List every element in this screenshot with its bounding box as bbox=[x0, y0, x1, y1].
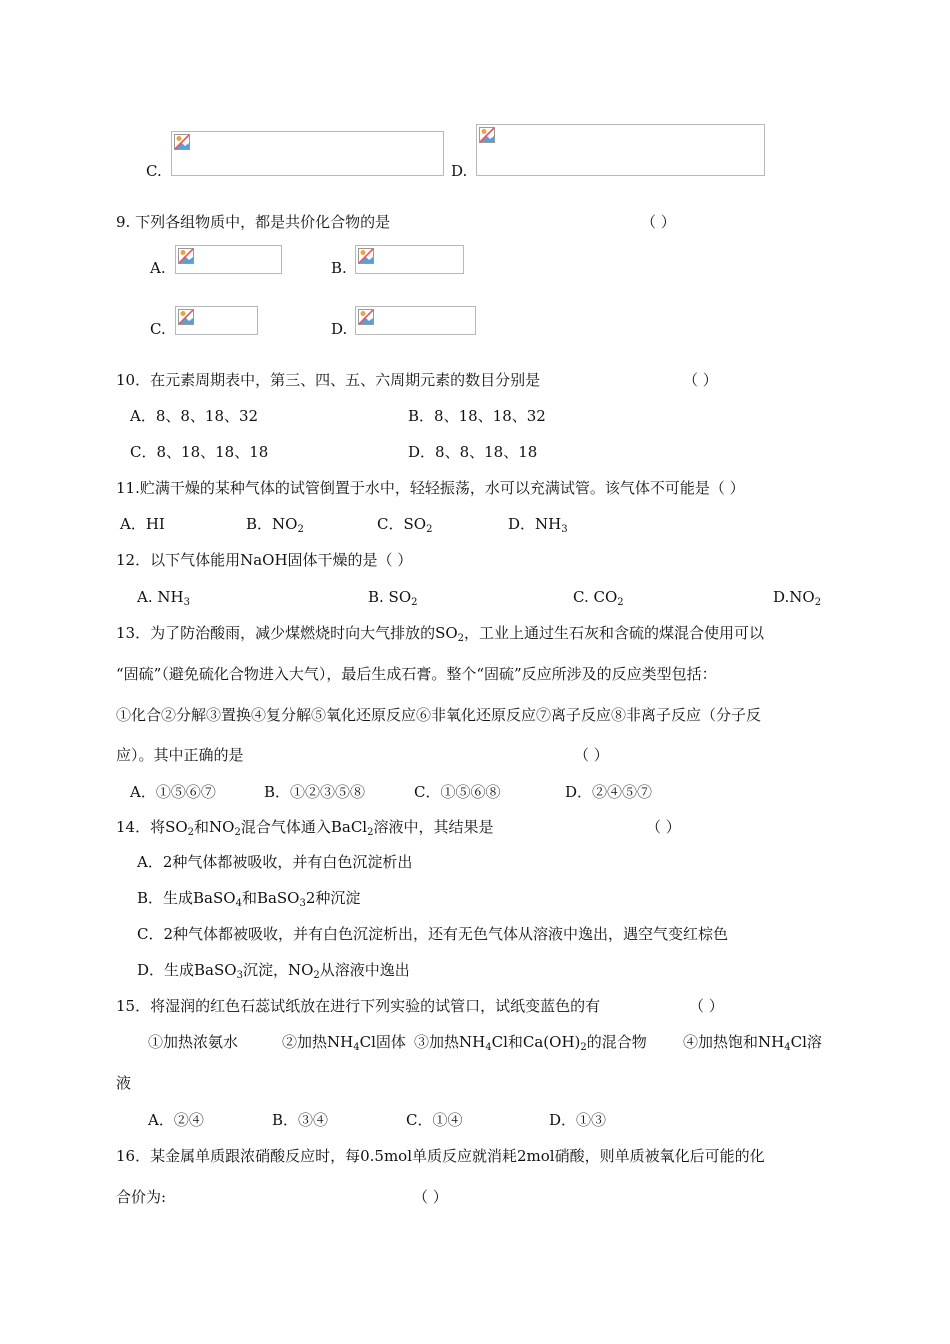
q13-line-3: ①化合②分解③置换④复分解⑤氧化还原反应⑥非氧化还原反应⑦离子反应⑧非离子反应（分子反 bbox=[116, 706, 762, 724]
q12-stem: 12．以下气体能用NaOH固体干燥的是（ ） bbox=[116, 551, 413, 569]
q9-option-c-label: C. bbox=[150, 320, 166, 338]
q8-option-c-image bbox=[171, 131, 444, 176]
q11-option-b: B．$NO_2$ bbox=[246, 515, 304, 535]
q15-choice-1: ①加热浓氨水 bbox=[148, 1033, 239, 1051]
q13-option-d: D．②④⑤⑦ bbox=[565, 783, 653, 801]
q8-option-d-label: D. bbox=[451, 162, 468, 180]
q14-option-d: D．生成BaSO$_3$沉淀，$NO_2$从溶液中逸出 bbox=[137, 961, 410, 981]
q15-choice-4-continued: 液 bbox=[116, 1074, 132, 1092]
q16-line-2: 合价为: bbox=[116, 1188, 167, 1206]
q11-option-a: A．HI bbox=[120, 515, 165, 533]
q11-stem: 11.贮满干燥的某种气体的试管倒置于水中，轻轻振荡，水可以充满试管。该气体不可能是（ ） bbox=[116, 479, 745, 497]
q15-answer-paren: （ ） bbox=[689, 997, 724, 1015]
q9-option-c-image bbox=[175, 306, 258, 335]
broken-image-icon bbox=[178, 309, 194, 325]
q14-option-a: A．2种气体都被吸收，并有白色沉淀析出 bbox=[137, 853, 413, 871]
q10-option-d: D．8、8、18、18 bbox=[408, 443, 538, 461]
q9-option-d-image bbox=[355, 306, 476, 335]
q11-option-c: C．$SO_2$ bbox=[377, 515, 433, 535]
q15-option-c: C．①④ bbox=[406, 1111, 463, 1129]
q14-option-c: C．2种气体都被吸收，并有白色沉淀析出，还有无色气体从溶液中逸出，遇空气变红棕色 bbox=[137, 925, 729, 943]
q16-answer-paren: （ ） bbox=[413, 1188, 448, 1206]
q8-option-d-image bbox=[476, 124, 765, 176]
q15-option-a: A．②④ bbox=[148, 1111, 204, 1129]
q16-line-1: 16．某金属单质跟浓硝酸反应时，每0.5mol单质反应就消耗2mol硝酸，则单质被氧化后可能的化 bbox=[116, 1147, 765, 1165]
q12-option-d: $D.NO_2$ bbox=[773, 588, 822, 608]
broken-image-icon bbox=[358, 309, 374, 325]
q13-line-1: 13．为了防治酸雨，减少煤燃烧时向大气排放的$SO_2$，工业上通过生石灰和含硫的煤混合使用可以 bbox=[116, 624, 765, 644]
q9-option-a-image bbox=[175, 245, 282, 274]
q15-choice-3: ③加热$NH_4Cl$和$Ca(OH)_2$的混合物 bbox=[414, 1033, 647, 1053]
q13-option-b: B．①②③⑤⑧ bbox=[264, 783, 366, 801]
q15-stem: 15．将湿润的红色石蕊试纸放在进行下列实验的试管口，试纸变蓝色的有 bbox=[116, 997, 601, 1015]
q14-stem: 14．将$SO_2$和$NO_2$混合气体通入BaCl$_2$溶液中，其结果是 bbox=[116, 818, 494, 838]
q15-option-d: D．①③ bbox=[549, 1111, 607, 1129]
q15-choice-2: ②加热$NH_4Cl$固体 bbox=[282, 1033, 406, 1053]
q12-option-c: C. $CO_2$ bbox=[573, 588, 624, 608]
q13-line-2: “固硫”（避免硫化合物进入大气），最后生成石膏。整个“固硫”反应所涉及的反应类型包括： bbox=[116, 665, 717, 683]
q10-option-c: C．8、18、18、18 bbox=[130, 443, 269, 461]
broken-image-icon bbox=[178, 248, 194, 264]
broken-image-icon bbox=[174, 134, 190, 150]
q15-choice-4: ④加热饱和$NH_4Cl$溶 bbox=[683, 1033, 822, 1053]
broken-image-icon bbox=[479, 127, 495, 143]
q13-option-a: A．①⑤⑥⑦ bbox=[130, 783, 216, 801]
q13-option-c: C．①⑤⑥⑧ bbox=[414, 783, 501, 801]
q9-answer-paren: （ ） bbox=[641, 213, 676, 231]
q9-option-b-label: B. bbox=[331, 259, 347, 277]
broken-image-icon bbox=[358, 248, 374, 264]
q8-option-c-label: C. bbox=[146, 162, 162, 180]
q10-option-b: B．8、18、18、32 bbox=[408, 407, 546, 425]
q12-option-b: B. $SO_2$ bbox=[368, 588, 418, 608]
q9-option-b-image bbox=[355, 245, 464, 274]
q13-answer-paren: （ ） bbox=[574, 746, 609, 764]
q14-option-b: B．生成BaSO$_4$和BaSO$_3$2种沉淀 bbox=[137, 889, 361, 909]
q10-answer-paren: （ ） bbox=[683, 371, 718, 389]
q9-option-d-label: D. bbox=[331, 320, 348, 338]
q10-stem: 10．在元素周期表中，第三、四、五、六周期元素的数目分别是 bbox=[116, 371, 541, 389]
q13-line-4: 应）。其中正确的是 bbox=[116, 746, 244, 764]
q14-answer-paren: （ ） bbox=[646, 818, 681, 836]
q9-stem: 9. 下列各组物质中，都是共价化合物的是 bbox=[116, 213, 391, 231]
q9-option-a-label: A. bbox=[150, 259, 166, 277]
q15-option-b: B．③④ bbox=[272, 1111, 329, 1129]
q10-option-a: A．8、8、18、32 bbox=[130, 407, 259, 425]
q11-option-d: D．$NH_3$ bbox=[508, 515, 568, 535]
q12-option-a: A. $NH_3$ bbox=[137, 588, 190, 608]
